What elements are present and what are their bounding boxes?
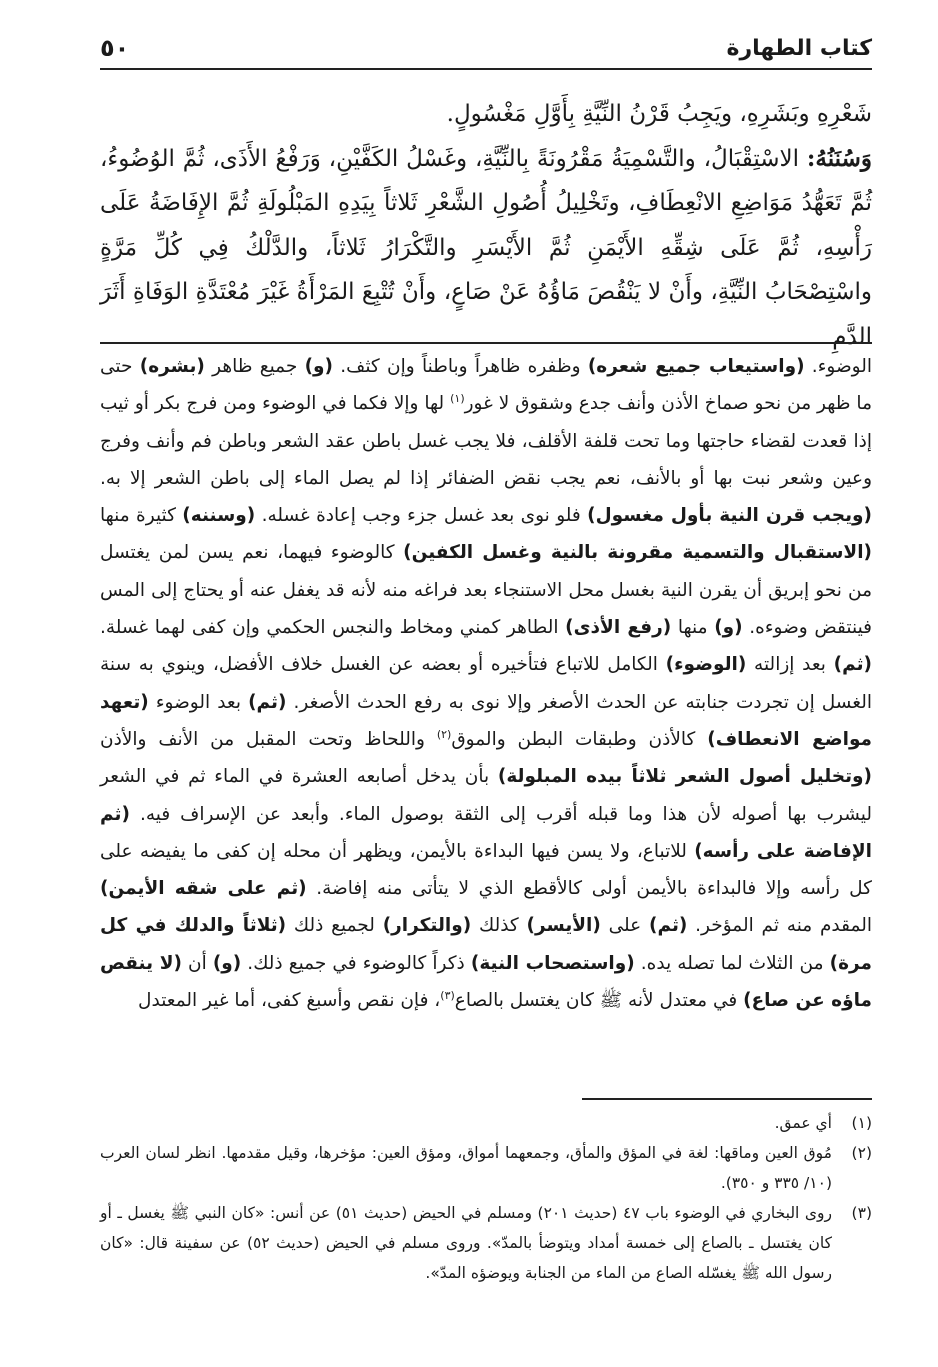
commentary: [100, 348, 872, 1019]
commentary-text: بعد الوضوء: [148, 691, 249, 713]
commentary-text: جميع ظاهر: [204, 356, 305, 377]
commentary-text: منها: [671, 617, 715, 639]
commentary-text: بعد إزالته: [746, 654, 834, 676]
commentary-text: في معتدل لأنه ﷺ كان يغتسل بالصاع: [454, 990, 744, 1012]
commentary-text: أن: [181, 952, 213, 974]
footnote-ref-3[interactable]: (٣): [440, 988, 455, 1002]
quoted-matn: (واستصحاب النية): [470, 952, 635, 974]
footnote-text: أي عمق.: [774, 1114, 832, 1132]
commentary-text: للاتباع، ولا يسن فيها البداءة بالأيمن، ويظهر أن محله إن كفى ما يفيضه على كل رأسه وإلا فالبداءة بالأيمن أولى كالأقطع الذي لا يتأتى منه إفاضة.: [100, 840, 872, 900]
commentary-text: واللحاظ وتحت المقبل من الأنف والأذن: [100, 728, 437, 750]
commentary-text: كثيرة منها: [100, 505, 183, 527]
footnote-text: مُوق العين وماقها: لغة في المؤق والمأق، وجمعهما أمواق، ومؤق العين: مؤخرها، وقيل مقدمها. انظر لسان العرب (١٠/ ٣٣٥ و ٣٥٠).: [100, 1144, 832, 1192]
quoted-matn: (و): [714, 617, 743, 639]
commentary-text: من الثلاث لما تصله يده.: [634, 952, 830, 974]
commentary-text: وظفره ظاهراً وباطناً وإن كثف.: [333, 356, 588, 377]
commentary-text: ، فإن نقص وأسبغ كفى، أما غير المعتدل: [138, 990, 441, 1012]
quoted-matn: (الوضوء): [665, 654, 747, 676]
quoted-matn: (لا ينقص ماؤه عن صاع): [100, 952, 872, 1012]
footnote-text: روى البخاري في الوضوء باب ٤٧ (حديث ٢٠١) ومسلم في الحيض (حديث ٥١) عن أنس: «كان النبي ﷺ يغسل ـ أو كان يغتسل ـ بالصاع إلى خمسة أمداد ويتوضأ بالمدّ». وروى مسلم في الحيض (حديث ٥٢) عن سفينة قال: «كان رسول الله ﷺ يغسّله الصاع من الماء من الجنابة ويوضؤه المدّ».: [100, 1204, 832, 1282]
commentary-text: ذكراً كالوضوء في جميع ذلك.: [241, 952, 471, 974]
quoted-matn: (ثم): [248, 691, 287, 713]
footnote: [100, 1198, 872, 1288]
quoted-matn: (ثلاثاً والدلك في كل مرة): [100, 915, 872, 974]
quoted-matn: (الاستقبال والتسمية مقرونة بالنية وغسل الكفين): [403, 542, 872, 564]
quoted-matn: (واستيعاب جميع شعره): [587, 356, 805, 377]
footnote-number: (٣): [851, 1204, 872, 1222]
quoted-matn: (ثم): [649, 915, 688, 937]
commentary-text: الوضوء.: [804, 356, 872, 377]
quoted-matn: (ثم): [833, 654, 872, 676]
footnote-number: (٢): [851, 1144, 872, 1162]
quoted-matn: (ويجب قرن النية بأول مغسول): [587, 505, 872, 527]
commentary-text: كذلك: [471, 915, 527, 937]
quoted-matn: (و): [212, 952, 242, 974]
quoted-matn: (رفع الأذى): [565, 617, 672, 639]
commentary-text: حتى ما ظهر من نحو صماخ الأذن وأنف جدع وشقوق لا غور: [100, 356, 872, 415]
page-number: ٥٠: [100, 34, 130, 62]
commentary-text: كالوضوء فيهما، نعم يسن لمن يغتسل من نحو إبريق أن يقرن النية بغسل محل الاستنجاء بعد فراغه منه لأنه قد يغفل عنه أو يحتاج إلى المس فينتقض وضوءه.: [100, 542, 872, 639]
main-text-line-1: شَعْرِهِ وبَشَرِهِ، ويَجِبُ قَرْنُ النِّيَّةِ بِأَوَّلِ مَغْسُولٍ.: [446, 101, 872, 127]
footnote-number: (١): [851, 1114, 872, 1132]
footnote-separator: [582, 1098, 872, 1100]
quoted-matn: (وسننه): [182, 505, 256, 527]
commentary-text: على: [600, 915, 650, 937]
footnote-ref-1[interactable]: (١): [450, 392, 465, 406]
footnotes: [100, 1108, 872, 1288]
commentary-text: فلو نوى بعد غسل جزء وجب إعادة غسله.: [255, 505, 588, 527]
sunan-heading: وَسُنَنُهُ:: [806, 144, 872, 172]
quoted-matn: (بشره): [139, 356, 205, 377]
main-text-separator: [100, 342, 872, 344]
quoted-matn: (ثم على شقه الأيمن): [100, 878, 307, 900]
footnote: [100, 1108, 872, 1138]
commentary-text: لها وإلا فكما في الوضوء ومن فرج بكر أو ثيب إذا قعدت لقضاء حاجتها وما تحت قلفة الأقلف، فلا يجب غسل باطن عقد الشعر وباطن فم وأنف وفرج وعين وشعر نبت بها أو بالأنف، نعم يجب نقض الضفائر إذا لم يصل الماء إلى باطن الشعر إلا به.: [100, 393, 872, 489]
commentary-text: لجميع ذلك: [286, 915, 383, 937]
footnote-ref-2[interactable]: (٢): [436, 727, 452, 741]
commentary-text: بأن يدخل أصابعه العشرة في الماء ثم في الشعر ليشرب بها أصوله لأن هذا وما قبله أقرب إلى الثقة بوصول الماء. وأبعد عن الإسراف فيه.: [100, 766, 872, 825]
commentary-text: المقدم منه ثم المؤخر.: [687, 915, 872, 937]
commentary-text: كالأذن وطبقات البطن والموق: [451, 728, 708, 750]
quoted-matn: (تعهد مواضع الانعطاف): [100, 691, 872, 750]
footnote: [100, 1138, 872, 1198]
sunan-text: الاسْتِقْبَالُ، والتَّسْمِيَةُ مَقْرُونَةً بِالنِّيَّةِ، وغَسْلُ الكَفَّيْنِ، وَرَفْعُ الأَذَى، ثُمَّ الوُضُوءُ، ثُمَّ تَعَهُّدُ مَوَاضِعِ الانْعِطَافِ، وتَخْلِيلُ أُصُولِ الشَّعْرِ ثَلاثاً بِيَدِهِ المَبْلُولَةِ ثُمَّ الإِفَاضَةُ عَلَى رَأْسِهِ، ثُمَّ عَلَى شِقِّهِ الأَيْمَنِ ثُمَّ الأَيْسَرِ والتَّكْرَارُ ثَلاثاً، والدَّلْكُ فِي كُلِّ مَرَّةٍ واسْتِصْحَابُ النِّيَّةِ، وأَنْ لا يَنْقُصَ مَاؤُهُ عَنْ صَاعٍ، وأَنْ تُتْبِعَ المَرْأَةُ غَيْرَ مُعْتَدَّةِ الوَفَاةِ أَثَرَ الدَّمِ: [100, 145, 872, 350]
quoted-matn: (ثم الإفاضة على رأسه): [100, 803, 872, 862]
commentary-text: الكامل للاتباع فتأخيره أو بعضه عن الغسل خلاف الأفضل، وينوي به سنة الغسل إن تجردت جنابته عن الحدث الأصغر وإلا نوى به رفع الحدث الأصغر.: [100, 654, 873, 713]
quoted-matn: (والتكرار): [382, 915, 472, 937]
page-header: [100, 28, 872, 70]
main-text-paragraph-2: [100, 137, 872, 360]
quoted-matn: (وتخليل أصول الشعر ثلاثاً بيده المبلولة): [497, 766, 872, 788]
commentary-text: الطاهر كمني ومخاط والنجس الحكمي وإن كفى لهما غسلة.: [100, 617, 566, 639]
quoted-matn: (و): [304, 356, 334, 377]
book-title: كتاب الطهارة: [726, 35, 872, 61]
commentary-paragraph: [100, 348, 872, 1019]
main-text: [100, 92, 872, 359]
quoted-matn: (الأيسر): [526, 915, 601, 937]
